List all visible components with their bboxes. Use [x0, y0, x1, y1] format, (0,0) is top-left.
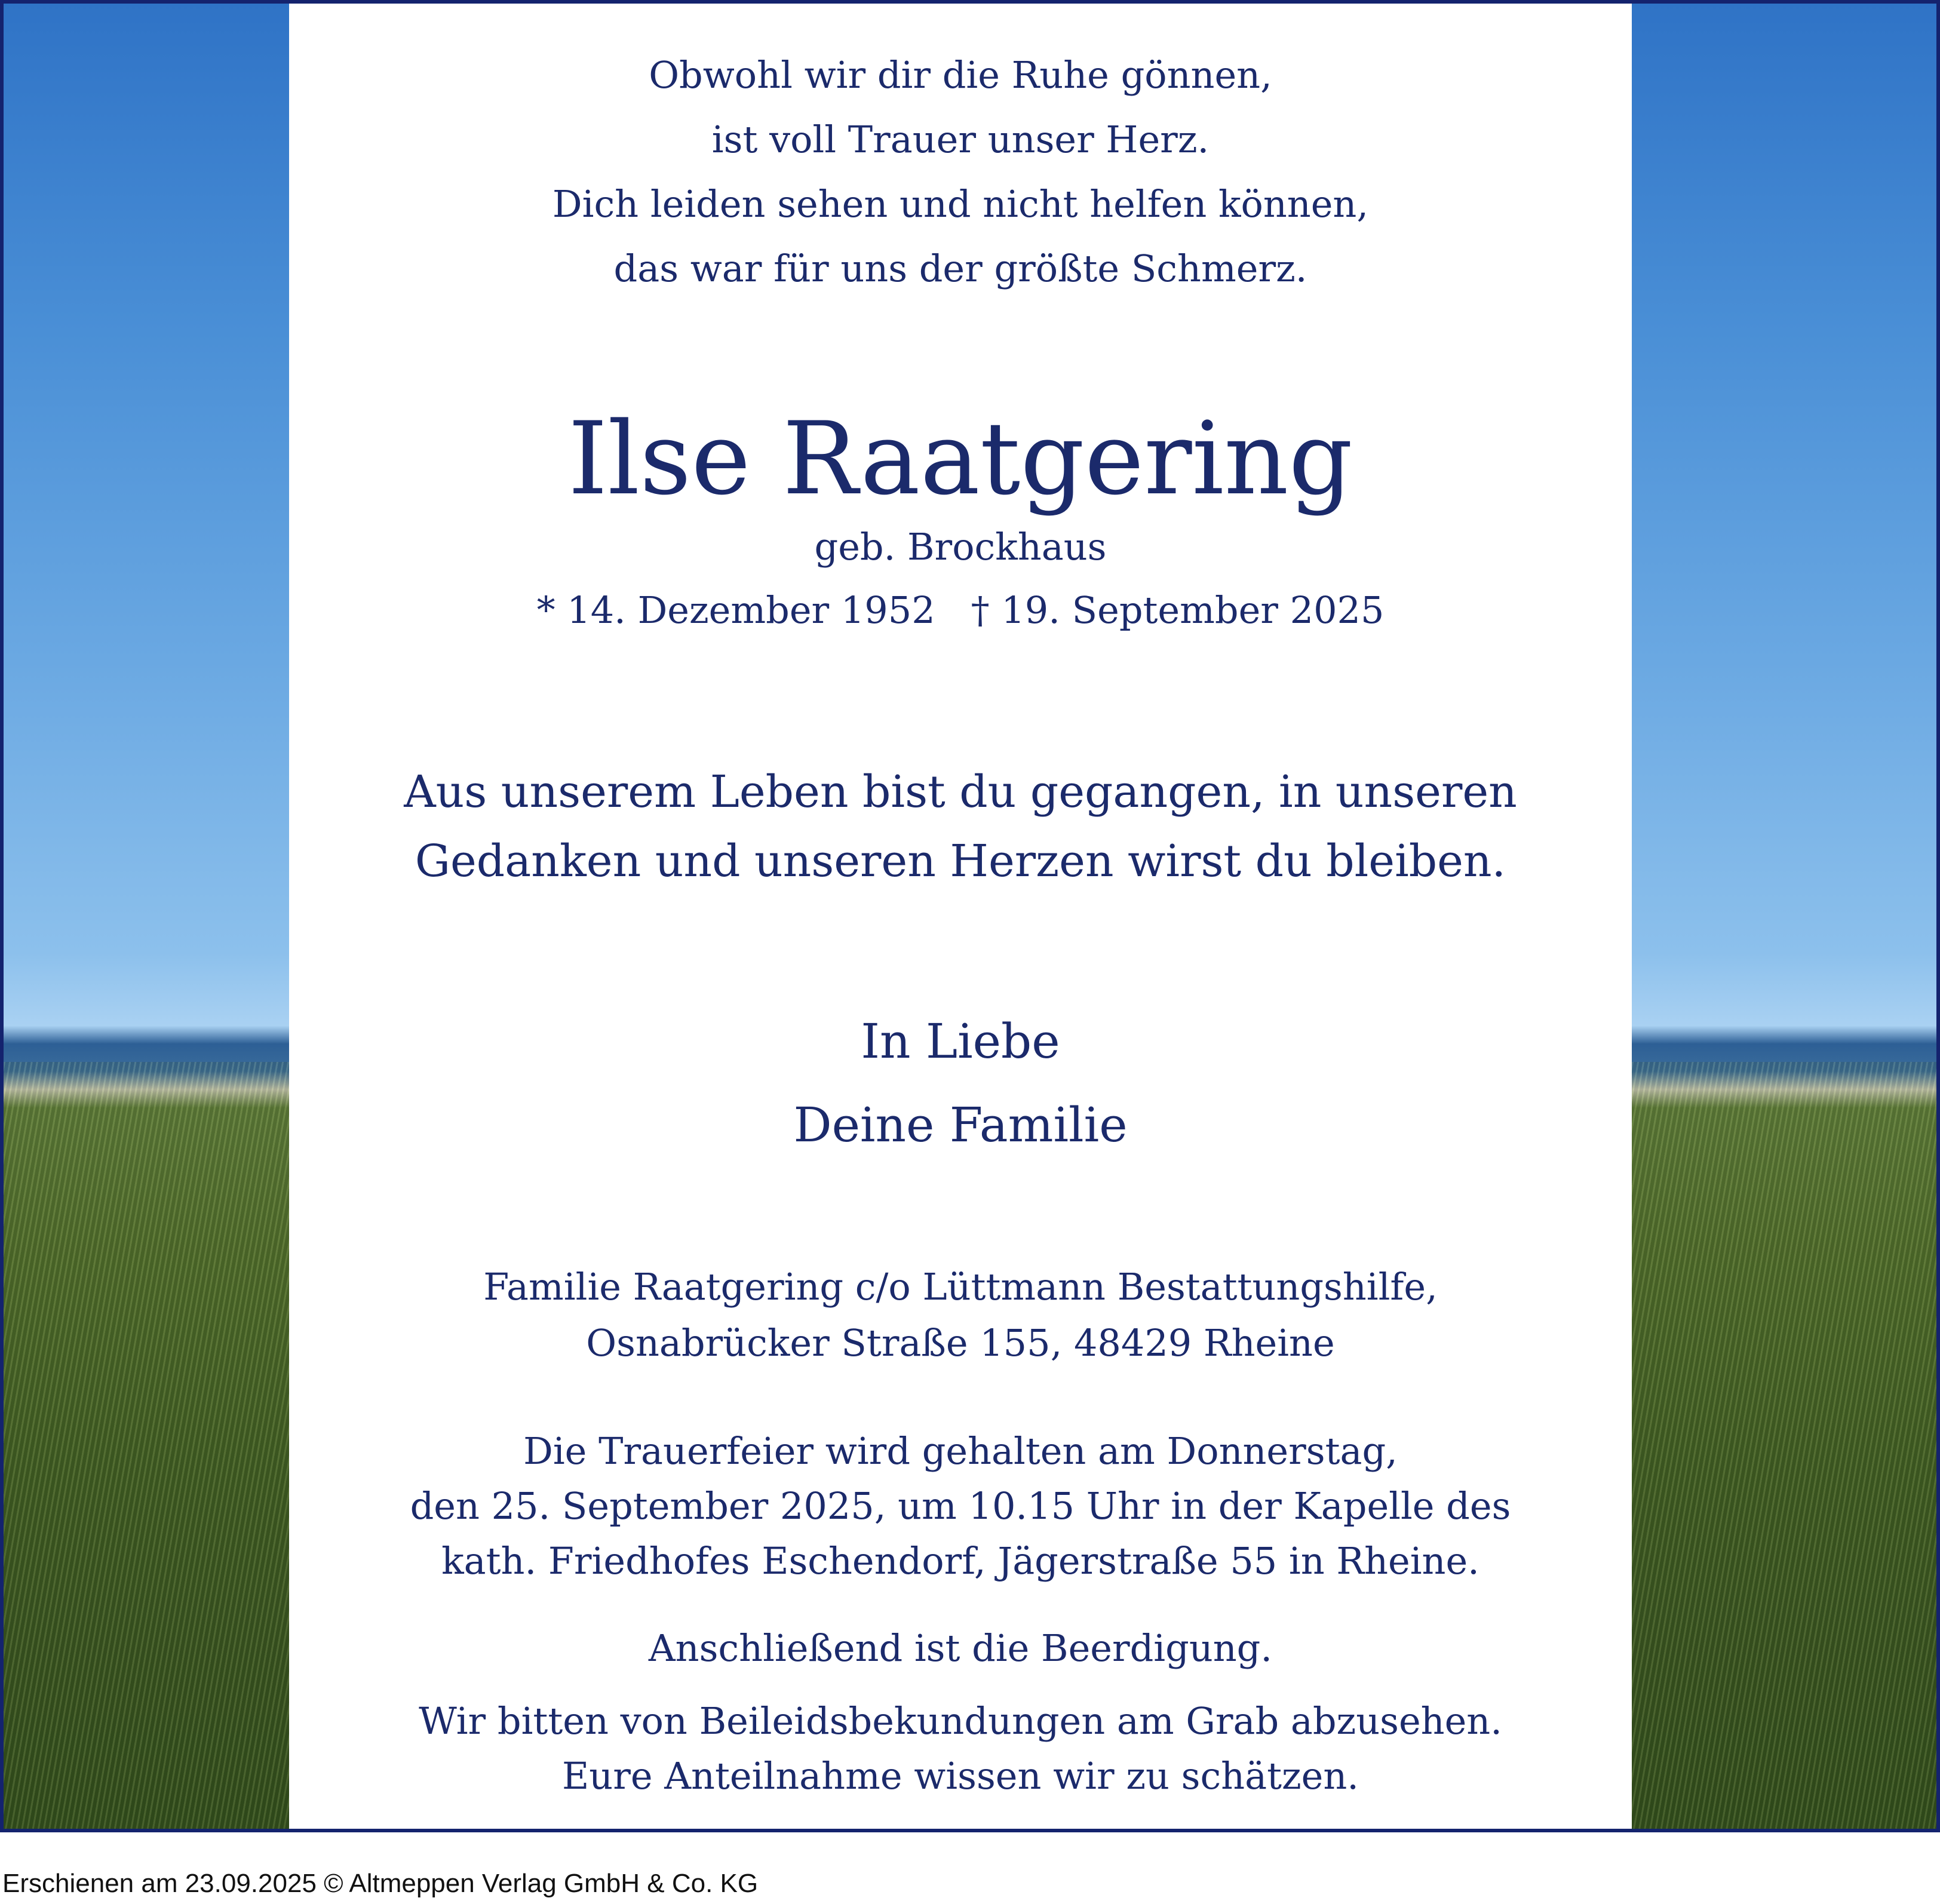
dune-grass-right: [1632, 1062, 1936, 1829]
dune-grass-left: [4, 1062, 289, 1829]
background-photo-left: [4, 4, 289, 1829]
obituary-panel: [289, 4, 1632, 1829]
deceased-name: Ilse Raatgering: [567, 400, 1353, 517]
birth-date: * 14. Dezember 1952: [536, 588, 935, 632]
verse-line: ist voll Trauer unser Herz.: [711, 118, 1210, 161]
verse-line: Dich leiden sehen und nicht helfen können,: [552, 182, 1369, 226]
death-date: † 19. September 2025: [971, 588, 1385, 632]
memorial-quote: [289, 757, 1632, 896]
life-dates: [289, 581, 1632, 640]
funeral-line: Die Trauerfeier wird gehalten am Donnerstag,: [523, 1429, 1398, 1473]
address-line: Familie Raatgering c/o Lüttmann Bestattungshilfe,: [483, 1265, 1438, 1309]
condolence-request: [289, 1694, 1632, 1804]
signature-line: In Liebe: [861, 1014, 1060, 1069]
address-line: Osnabrücker Straße 155, 48429 Rheine: [586, 1321, 1335, 1365]
quote-line: Aus unserem Leben bist du gegangen, in unseren: [404, 766, 1517, 818]
verse: [289, 43, 1632, 301]
verse-line: Obwohl wir dir die Ruhe gönnen,: [649, 53, 1272, 97]
funeral-line: kath. Friedhofes Eschendorf, Jägerstraße 55 in Rheine.: [441, 1539, 1479, 1583]
publication-footer: Erschienen am 23.09.2025 © Altmeppen Verlag GmbH & Co. KG: [2, 1869, 759, 1898]
burial-note: Anschließend ist die Beerdigung.: [648, 1626, 1273, 1670]
verse-line: das war für uns der größte Schmerz.: [613, 247, 1307, 290]
request-line: Wir bitten von Beileidsbekundungen am Grab abzusehen.: [419, 1699, 1502, 1743]
maiden-name: geb. Brockhaus: [814, 525, 1107, 569]
contact-address: [289, 1259, 1632, 1371]
request-line: Eure Anteilnahme wissen wir zu schätzen.: [562, 1754, 1359, 1798]
background-photo-right: [1632, 4, 1936, 1829]
funeral-details: [289, 1424, 1632, 1589]
signature: [289, 1000, 1632, 1167]
signature-line: Deine Familie: [793, 1097, 1128, 1153]
funeral-line: den 25. September 2025, um 10.15 Uhr in der Kapelle des: [410, 1484, 1511, 1528]
quote-line: Gedanken und unseren Herzen wirst du bleiben.: [415, 836, 1506, 887]
